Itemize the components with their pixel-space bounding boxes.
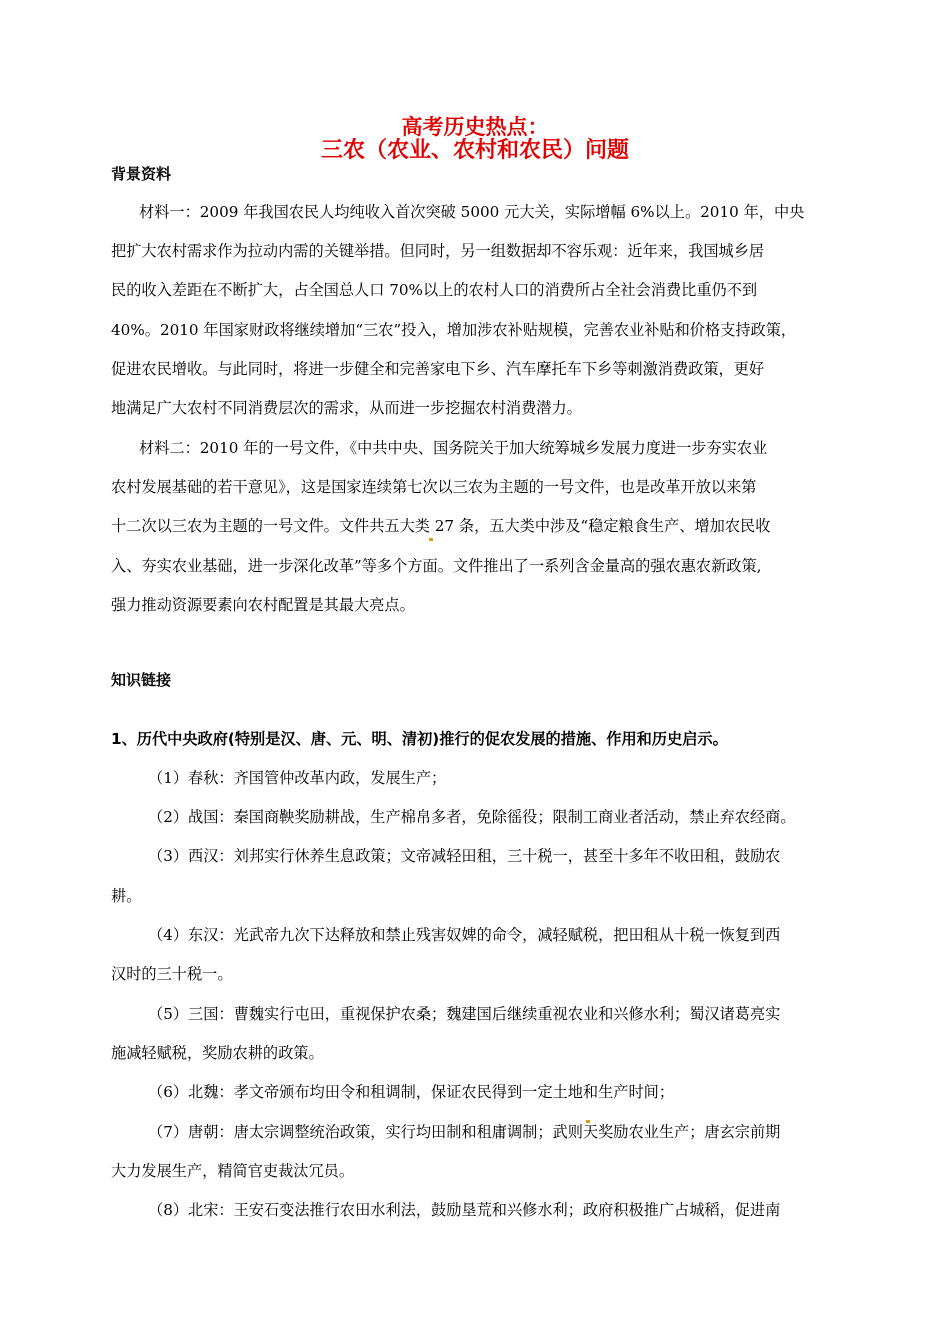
section-heading-knowledge: 知识链接 (111, 671, 172, 689)
list-item-continuation: 耕。 (111, 887, 142, 905)
document-title-line1: 高考历史热点： (401, 115, 549, 139)
list-item: （5）三国：曹魏实行屯田，重视保护农桑；魏建国后继续重视农业和兴修水利；蜀汉诸葛亮实 (148, 1005, 781, 1023)
list-item: （2）战国：秦国商鞅奖励耕战，生产棉帛多者，免除徭役；限制工商业者活动，禁止弃农经商。 (148, 808, 796, 826)
material2-line: 强力推动资源要素向农村配置是其最大亮点。 (111, 596, 415, 614)
material1-line: 40%。2010 年国家财政将继续增加“三农”投入，增加涉农补贴规模，完善农业补贴和价格支持政策， (111, 321, 797, 339)
list-item: （8）北宋：王安石变法推行农田水利法，鼓励垦荒和兴修水利；政府积极推广占城稻，促进南 (148, 1201, 781, 1219)
list-item-continuation: 大力发展生产，精简官吏裁汰冗员。 (111, 1162, 354, 1180)
list-item-continuation: 施减轻赋税，奖励农耕的政策。 (111, 1044, 324, 1062)
edit-mark (586, 1120, 590, 1123)
material1-line: 促进农民增收。与此同时，将进一步健全和完善家电下乡、汽车摩托车下乡等刺激消费政策，更好 (111, 360, 765, 378)
section-heading-background: 背景资料 (111, 165, 172, 183)
material2-line: 入、夯实农业基础，进一步深化改革”等多个方面。文件推出了一系列含金量高的强农惠农新政策, (111, 557, 762, 575)
material1-line: 地满足广大农村不同消费层次的需求，从而进一步挖掘农村消费潜力。 (111, 399, 582, 417)
list-item: （3）西汉：刘邦实行休养生息政策；文帝减轻田租，三十税一，甚至十多年不收田租，鼓励农 (148, 847, 781, 865)
document-title-line2: 三农（农业、农村和农民）问题 (320, 138, 629, 163)
material1-line: 材料一：2009 年我国农民人均纯收入首次突破 5000 元大关，实际增幅 6%以上。2010 年，中央 (139, 203, 805, 221)
material1-line: 把扩大农村需求作为拉动内需的关键举措。但同时，另一组数据却不容乐观：近年来，我国城乡居 (111, 242, 765, 260)
edit-mark (429, 538, 433, 541)
question-heading: 1、历代中央政府(特别是汉、唐、元、明、清初)推行的促农发展的措施、作用和历史启示。 (111, 730, 728, 748)
list-item: （6）北魏：孝文帝颁布均田令和租调制，保证农民得到一定土地和生产时间； (148, 1083, 675, 1101)
list-item: （4）东汉：光武帝九次下达释放和禁止残害奴婢的命令，减轻赋税，把田租从十税一恢复到西 (148, 926, 781, 944)
material2-line: 农村发展基础的若干意见》，这是国家连续第七次以三农为主题的一号文件，也是改革开放以来第 (111, 478, 757, 496)
material1-line: 民的收入差距在不断扩大，占全国总人口 70%以上的农村人口的消费所占全社会消费比重仍不到 (111, 281, 758, 299)
list-item: （7）唐朝：唐太宗调整统治政策，实行均田制和租庸调制；武则天奖励农业生产；唐玄宗前期 (148, 1123, 781, 1141)
list-item: （1）春秋：齐国管仲改革内政，发展生产； (148, 769, 447, 787)
material2-line: 十二次以三农为主题的一号文件。文件共五大类 27 条，五大类中涉及“稳定粮食生产、增加农民收 (111, 517, 771, 535)
list-item-continuation: 汉时的三十税一。 (111, 965, 233, 983)
material2-line: 材料二：2010 年的一号文件，《中共中央、国务院关于加大统筹城乡发展力度进一步夯实农业 (139, 439, 768, 457)
